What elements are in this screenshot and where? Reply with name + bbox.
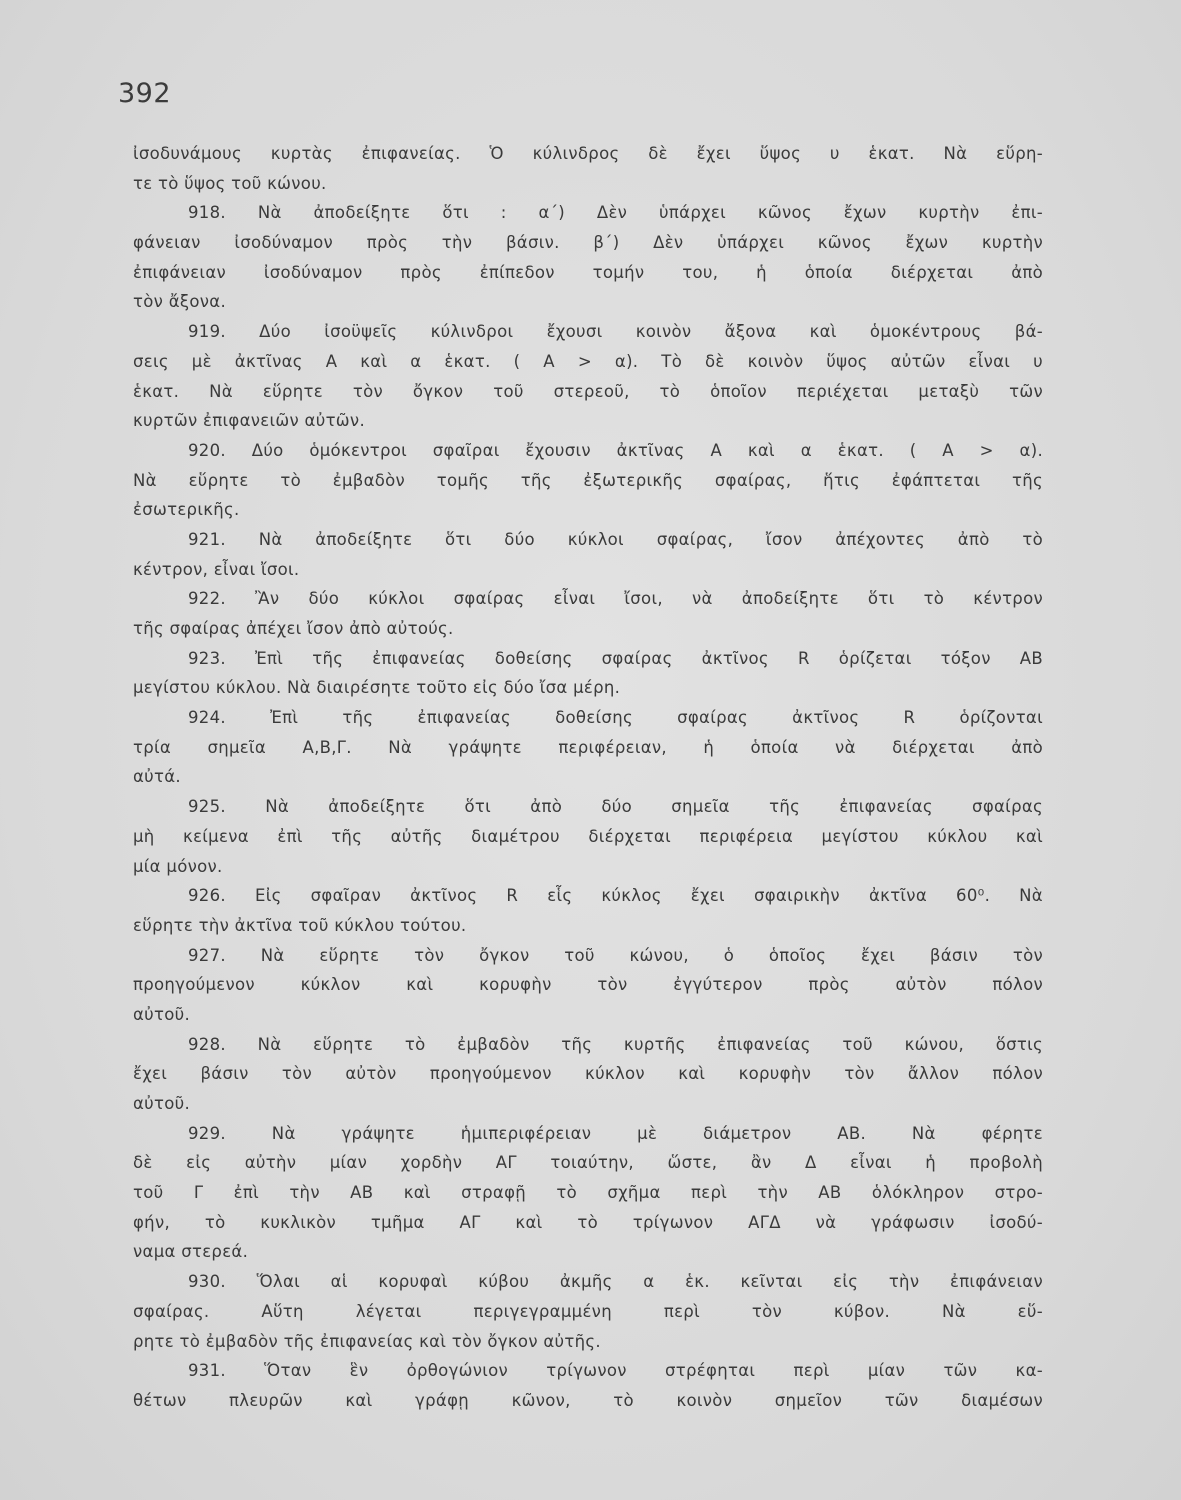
text-line: μία μόνον.: [133, 856, 223, 876]
text-line: 928. Νὰ εὕρητε τὸ ἐμβαδὸν τῆς κυρτῆς ἐπιφανείας τοῦ κώνου, ὅστις: [188, 1034, 1043, 1054]
text-line: 924. Ἐπὶ τῆς ἐπιφανείας δοθείσης σφαίρας ἀκτῖνος R ὁρίζονται: [188, 708, 1043, 728]
text-line: μὴ κείμενα ἐπὶ τῆς αὐτῆς διαμέτρου διέρχεται περιφέρεια μεγίστου κύκλου καὶ: [133, 826, 1043, 846]
text-line: τὸν ἄξονα.: [133, 292, 227, 312]
text-line: εὕρητε τὴν ἀκτῖνα τοῦ κύκλου τούτου.: [133, 915, 467, 935]
text-line: αὐτοῦ.: [133, 1004, 191, 1024]
body-text: [133, 139, 1043, 1416]
text-line: ἐπιφάνειαν ἰσοδύναμον πρὸς ἐπίπεδον τομήν του, ἡ ὁποία διέρχεται ἀπὸ: [133, 262, 1043, 282]
text-line: 927. Νὰ εὕρητε τὸν ὄγκον τοῦ κώνου, ὁ ὁποῖος ἔχει βάσιν τὸν: [188, 945, 1043, 965]
text-line: τε τὸ ὕψος τοῦ κώνου.: [133, 173, 327, 193]
page-number: 392: [118, 78, 172, 109]
text-line: φάνειαν ἰσοδύναμον πρὸς τὴν βάσιν. β΄) Δὲν ὑπάρχει κῶνος ἔχων κυρτὴν: [133, 233, 1043, 253]
text-line: 919. Δύο ἰσοϋψεῖς κύλινδροι ἔχουσι κοινὸν ἄξονα καὶ ὁμοκέντρους βά-: [188, 322, 1043, 342]
text-line: 930. Ὅλαι αἱ κορυφαὶ κύβου ἀκμῆς α ἑκ. κεῖνται εἰς τὴν ἐπιφάνειαν: [188, 1272, 1043, 1292]
text-line: κυρτῶν ἐπιφανειῶν αὐτῶν.: [133, 411, 365, 431]
text-line: ἐσωτερικῆς.: [133, 500, 240, 520]
text-line: αὐτά.: [133, 767, 181, 787]
text-line: 923. Ἐπὶ τῆς ἐπιφανείας δοθείσης σφαίρας ἀκτῖνος R ὁρίζεται τόξον ΑΒ: [188, 648, 1043, 668]
text-line: ἰσοδυνάμους κυρτὰς ἐπιφανείας. Ὁ κύλινδρος δὲ ἔχει ὕψος υ ἑκατ. Νὰ εὕρη-: [133, 144, 1043, 163]
text-line: 926. Εἰς σφαῖραν ἀκτῖνος R εἷς κύκλος ἔχει σφαιρικὴν ἀκτῖνα 60⁰. Νὰ: [188, 886, 1043, 906]
text-line: 922. Ἂν δύο κύκλοι σφαίρας εἶναι ἴσοι, νὰ ἀποδείξητε ὅτι τὸ κέντρον: [188, 589, 1043, 609]
text-line: Νὰ εὕρητε τὸ ἐμβαδὸν τομῆς τῆς ἐξωτερικῆς σφαίρας, ἥτις ἐφάπτεται τῆς: [133, 470, 1043, 490]
text-line: 921. Νὰ ἀποδείξητε ὅτι δύο κύκλοι σφαίρας, ἴσον ἀπέχοντες ἀπὸ τὸ: [188, 529, 1043, 549]
text-line: 920. Δύο ὁμόκεντροι σφαῖραι ἔχουσιν ἀκτῖνας Α καὶ α ἑκατ. ( Α > α).: [188, 440, 1043, 460]
text-line: σφαίρας. Αὕτη λέγεται περιγεγραμμένη περὶ τὸν κύβον. Νὰ εὕ-: [133, 1301, 1043, 1321]
text-line: προηγούμενον κύκλον καὶ κορυφὴν τὸν ἐγγύτερον πρὸς αὐτὸν πόλον: [133, 975, 1043, 995]
text-line: κέντρον, εἶναι ἴσοι.: [133, 559, 300, 579]
text-line: μεγίστου κύκλου. Νὰ διαιρέσητε τοῦτο εἰς δύο ἴσα μέρη.: [133, 678, 621, 698]
text-line: τῆς σφαίρας ἀπέχει ἴσον ἀπὸ αὐτούς.: [133, 619, 454, 638]
text-line: σεις μὲ ἀκτῖνας Α καὶ α ἑκατ. ( Α > α). Τὸ δὲ κοινὸν ὕψος αὐτῶν εἶναι υ: [133, 351, 1043, 371]
text-line: δὲ εἰς αὐτὴν μίαν χορδὴν ΑΓ τοιαύτην, ὥστε, ἂν Δ εἶναι ἡ προβολὴ: [133, 1153, 1043, 1173]
text-line: ἑκατ. Νὰ εὕρητε τὸν ὄγκον τοῦ στερεοῦ, τὸ ὁποῖον περιέχεται μεταξὺ τῶν: [133, 381, 1043, 401]
text-line: ρητε τὸ ἐμβαδὸν τῆς ἐπιφανείας καὶ τὸν ὄγκον αὐτῆς.: [133, 1331, 601, 1351]
text-line: 931. Ὅταν ἓν ὀρθογώνιον τρίγωνον στρέφηται περὶ μίαν τῶν κα-: [188, 1361, 1043, 1381]
text-line: ναμα στερεά.: [133, 1242, 249, 1262]
text-line: τοῦ Γ ἐπὶ τὴν ΑΒ καὶ στραφῇ τὸ σχῆμα περὶ τὴν ΑΒ ὁλόκληρον στρο-: [133, 1183, 1043, 1203]
text-line: 925. Νὰ ἀποδείξητε ὅτι ἀπὸ δύο σημεῖα τῆς ἐπιφανείας σφαίρας: [188, 797, 1043, 817]
text-line: ἔχει βάσιν τὸν αὐτὸν προηγούμενον κύκλον καὶ κορυφὴν τὸν ἄλλον πόλον: [133, 1064, 1043, 1084]
text-line: θέτων πλευρῶν καὶ γράφῃ κῶνον, τὸ κοινὸν σημεῖον τῶν διαμέσων: [133, 1390, 1043, 1410]
text-line: τρία σημεῖα Α,Β,Γ. Νὰ γράψητε περιφέρειαν, ἡ ὁποία νὰ διέρχεται ἀπὸ: [133, 737, 1043, 757]
text-line: αὐτοῦ.: [133, 1094, 191, 1113]
text-line: φήν, τὸ κυκλικὸν τμῆμα ΑΓ καὶ τὸ τρίγωνον ΑΓΔ νὰ γράφωσιν ἰσοδύ-: [133, 1212, 1043, 1232]
text-line: 918. Νὰ ἀποδείξητε ὅτι : α΄) Δὲν ὑπάρχει κῶνος ἔχων κυρτὴν ἐπι-: [188, 203, 1043, 223]
text-line: 929. Νὰ γράψητε ἡμιπεριφέρειαν μὲ διάμετρον ΑΒ. Νὰ φέρητε: [188, 1123, 1043, 1143]
